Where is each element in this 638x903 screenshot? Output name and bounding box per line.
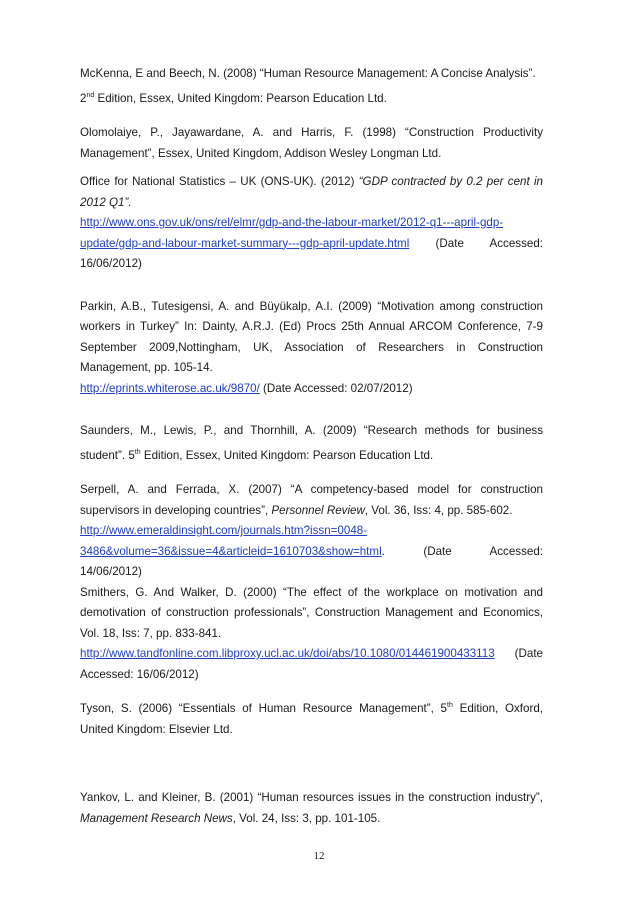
ref-title-italic: “GDP contracted by 0.2 per cent in	[358, 175, 543, 188]
ref-line	[80, 172, 543, 193]
ref-line: Management, pp. 105-14.	[80, 361, 213, 374]
ref-line	[80, 89, 543, 110]
whiterose-url-link[interactable]: http://eprints.whiterose.ac.uk/9870/	[80, 381, 260, 395]
ref-title-italic: 2012 Q1”.	[80, 195, 132, 209]
reference-smithers	[80, 583, 543, 686]
reference-olomolaiye	[80, 123, 543, 164]
ref-line	[80, 521, 543, 542]
ref-text: , Vol. 24, Iss: 3, pp. 101-105.	[232, 811, 381, 825]
ref-line: September 2009,Nottingham, UK, Association of Researchers in Construction	[80, 340, 543, 354]
ref-text: (Date Accessed:	[409, 236, 543, 250]
reference-mckenna	[80, 64, 543, 109]
ref-line: 16/06/2012)	[80, 257, 142, 270]
ref-line: McKenna, E and Beech, N. (2008) “Human Resource Management: A Concise Analysis”.	[80, 67, 536, 80]
reference-saunders	[80, 421, 543, 466]
ref-line	[80, 379, 543, 400]
ref-line	[80, 446, 543, 467]
ref-text: Office for National Statistics – UK (ONS-UK). (2012)	[80, 175, 359, 188]
ref-line	[80, 234, 543, 255]
reference-ons	[80, 172, 543, 275]
ref-text: 2	[80, 91, 87, 105]
ref-line: Olomolaiye, P., Jayawardane, A. and Harris, F. (1998) “Construction Productivity	[80, 126, 543, 139]
ref-text: (Date	[494, 647, 543, 660]
ref-text: Edition, Oxford,	[452, 702, 543, 715]
reference-serpell	[80, 480, 543, 583]
ref-line: Smithers, G. And Walker, D. (2000) “The effect of the workplace on motivation and	[80, 585, 543, 599]
page-number: 12	[313, 850, 325, 862]
ordinal-superscript: th	[134, 448, 141, 456]
ref-text: student”. 5	[80, 448, 135, 462]
ref-line	[80, 542, 543, 563]
ref-text: . (Date Accessed:	[381, 544, 543, 558]
ref-line	[80, 193, 543, 214]
ordinal-superscript: nd	[86, 91, 95, 99]
ref-line: Parkin, A.B., Tutesigensi, A. and Büyükalp, A.I. (2009) “Motivation among construction	[80, 299, 543, 313]
reference-list	[80, 64, 543, 829]
ref-line	[80, 501, 543, 522]
ref-text: supervisors in developing countries”,	[80, 503, 272, 517]
ref-line: 14/06/2012)	[80, 565, 142, 578]
reference-parkin	[80, 297, 543, 400]
reference-tyson	[80, 699, 543, 740]
ref-journal-italic: Personnel Review	[271, 503, 365, 517]
tandfonline-url-link[interactable]: http://www.tandfonline.com.libproxy.ucl.ac.uk/doi/abs/10.1080/014461900433113	[80, 647, 495, 660]
emerald-url-link-cont[interactable]: 3486&volume=36&issue=4&articleid=1610703&show=html	[80, 544, 382, 558]
ordinal-superscript: th	[447, 702, 453, 710]
ref-text: , Vol. 36, Iss: 4, pp. 585-602.	[364, 503, 513, 517]
ons-url-link[interactable]: http://www.ons.gov.uk/ons/rel/elmr/gdp-and-the-labour-market/2012-q1---april-gdp-	[80, 216, 504, 229]
ref-line: Serpell, A. and Ferrada, X. (2007) “A competency-based model for construction	[80, 483, 543, 496]
ons-url-link-cont[interactable]: update/gdp-and-labour-market-summary---gdp-april-update.html	[80, 236, 410, 250]
ref-line	[80, 213, 543, 234]
ref-line: Management”, Essex, United Kingdom, Addison Wesley Longman Ltd.	[80, 146, 442, 160]
ref-line: Saunders, M., Lewis, P., and Thornhill, A. (2009) “Research methods for business	[80, 424, 543, 437]
ref-line	[80, 809, 543, 830]
ref-line: United Kingdom: Elsevier Ltd.	[80, 722, 233, 736]
ref-journal-italic: Management Research News	[80, 811, 233, 825]
ref-text: Edition, Essex, United Kingdom: Pearson Education Ltd.	[140, 448, 434, 462]
ref-line	[80, 699, 543, 720]
emerald-url-link[interactable]: http://www.emeraldinsight.com/journals.htm?issn=0048-	[80, 524, 368, 537]
ref-line: Yankov, L. and Kleiner, B. (2001) “Human resources issues in the construction industry”,	[80, 791, 543, 804]
ref-line	[80, 644, 543, 665]
ref-text: Edition, Essex, United Kingdom: Pearson Education Ltd.	[94, 91, 387, 105]
reference-yankov	[80, 788, 543, 829]
ref-line: Accessed: 16/06/2012)	[80, 667, 199, 681]
ref-line: demotivation of construction professionals”, Construction Management and Economics,	[80, 606, 543, 619]
ref-line: workers in Turkey” In: Dainty, A.R.J. (Ed) Procs 25th Annual ARCOM Conference, 7-9	[80, 320, 543, 333]
ref-line: Vol. 18, Iss: 7, pp. 833-841.	[80, 626, 222, 640]
ref-text: Tyson, S. (2006) “Essentials of Human Resource Management”, 5	[80, 702, 448, 715]
ref-text: (Date Accessed: 02/07/2012)	[259, 381, 413, 395]
